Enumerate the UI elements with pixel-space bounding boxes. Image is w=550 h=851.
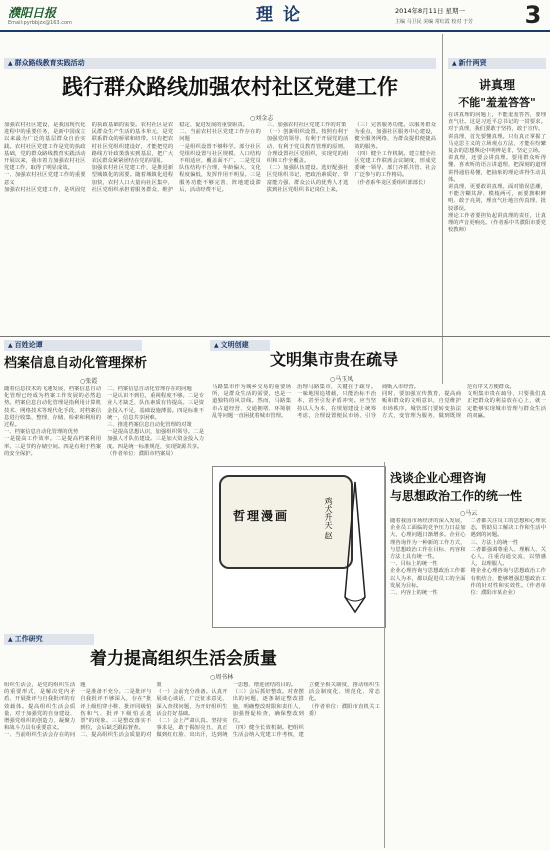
article3-body: 马路集市作为城乡交易的重要场所，是群众生活的需要，也是一道独特的风景线。然而，马路集市占道经营、交通拥堵、环境脏乱等问题一直困扰着城市管理。 治理马路集市，关键在于疏导。一味地围追堵截，只能治标不治本，甚至引发矛盾冲突。应当坚持以人为本，在规划建设上统筹考虑，合理设置便民市场，引导商贩入市经营。 同时，要加强宣传教育，提高商贩和群众的文明意识，自觉维护市场秩序。城管部门要转变执法方式，变管理为服务，做到既规范有序又方便群众。 文明集市贵在疏导，只要我们真正把群众的利益放在心上，就一定能够实现城市管理与群众生活的双赢。	[212, 384, 546, 419]
cartoon-frame	[212, 466, 386, 628]
article1-title: 践行群众路线加强农村社区党建工作	[62, 75, 398, 99]
article5-kicker: ▲ 工作研究	[4, 634, 94, 645]
cartoon-signature: 鸡犬升天 赵	[324, 497, 333, 540]
article1-body: 加强农村社区建设，是我国现代化进程中的重要任务，是新中国成立以来最为广泛的基层群众自治实践。农村社区党建工作是党的执政基础，党的群众路线教育实践活动开展以来，我市着力加强农村社区党建工作，取得了明显成效。 一、加强农村社区党建工作的重要意义 加强农村社区党建工作，是巩固党的执政基础的需要。农村社区是农民群众生产生活的基本单元，是党联系群众的桥梁和纽带。只有把农村社区党组织建设好，才能把党的路线方针政策落实到基层，把广大农民群众紧紧团结在党的周围。 加强农村社区党建工作，是推进新型城镇化的需要。随着城镇化进程加快，农村人口大量向社区集中，社区党组织承担着服务群众、维护稳定、促进发展的重要职责。 二、当前农村社区党建工作存在的问题 一是组织设置不够科学。部分社区党组织设置与社区规模、人口结构不相适应，覆盖面不广。二是党员队伍结构不合理，年龄偏大、文化程度偏低，发挥作用不明显。三是服务功能不够完善，阵地建设滞后，活动经费不足。 三、加强农村社区党建工作的对策 （一）创新组织设置。按照有利于加强党的领导、有利于开展党的活动、有利于党员教育管理的原则，合理设置社区党组织，实现党的组织和工作全覆盖。 （二）加强队伍建设。选好配强社区党组织书记，把政治素质好、带富能力强、群众公认的优秀人才选拔到社区党组织书记岗位上来。 （三）完善服务功能。以服务群众为重点，加强社区服务中心建设，健全服务网络，为群众提供便捷高效的服务。 （四）健全工作机制。建立健全社区党建工作联席会议制度，形成党委统一领导、部门齐抓共管、社会广泛参与的工作格局。 （作者系华龙区委组织部部长）	[4, 122, 436, 193]
article4-title-1: 浅谈企业心理咨询	[390, 471, 487, 485]
article2-byline: ○张霞	[80, 378, 98, 385]
sidebar-body: 在讲真理的问题上，不能羞羞答答，要理直气壮。这是习近平总书记的一贯要求。对于真理，我们要敢于坚持，敢于宣传。 讲真理，首先要懂真理。只有真正掌握了马克思主义的立场观点方法，才能在纷繁复杂的思想舆论中明辨是非，坚定立场。 讲真理，还要会讲真理。要用群众听得懂、喜欢听的语言讲道理，把深刻的道理讲得通俗易懂，把抽象的理论讲得生动具体。 讲真理，更要敢讲真理。面对错误思潮，不能含糊其辞、模棱两可，而要旗帜鲜明、敢于亮剑，理直气壮地宣传真理、批驳谬误。 理论工作者要担负起讲真理的责任，让真理的声音更响亮。（作者系中共濮阳市委党校教师）	[448, 112, 546, 234]
section-divider	[0, 336, 550, 337]
article3-title: 文明集市贵在疏导	[270, 350, 399, 369]
page-number: 3	[524, 1, 542, 29]
newspaper-logo: 濮阳日报	[8, 6, 57, 20]
article2-kicker: ▲ 百姓论谭	[4, 340, 142, 351]
email-address: Email:pyrbbjzx@163.com	[8, 20, 72, 26]
cartoon-title: 哲理漫画	[233, 509, 290, 523]
article2-title: 档案信息自动化管理探析	[4, 356, 148, 371]
article1-kicker: ▲ 群众路线教育实践活动	[4, 58, 436, 69]
sidebar-title-1: 讲真理	[478, 78, 515, 92]
article5-byline: ○周书林	[210, 674, 234, 681]
article4-body: 随着我国市场经济的深入发展，企业员工面临的竞争压力日益加大，心理问题日渐增多。企业心理咨询作为一种新的工作方式，与思想政治工作在目标、内容和方法上具有统一性。 一、目标上的统一性 企业心理咨询与思想政治工作都以人为本，都以促进员工的全面发展为目标。 二、内容上的统一性 二者都关注员工的思想和心理状态，帮助员工解决工作和生活中遇到的问题。 三、方法上的统一性 二者都强调尊重人、理解人、关心人，注重沟通交流，以情感人，以理服人。 将企业心理咨询与思想政治工作有机结合，能够增强思想政治工作的针对性和实效性。（作者单位：濮阳市某企业）	[390, 518, 546, 597]
column-divider	[442, 34, 443, 384]
column-divider-2	[384, 462, 385, 848]
article1-byline: ○刘金志	[250, 115, 274, 122]
issue-date: 2014年8月11日 星期一	[395, 7, 466, 15]
article5-title: 着力提高组织生活会质量	[90, 649, 277, 669]
sidebar-title-2: 不能"羞羞答答"	[458, 96, 536, 109]
masthead-rule	[0, 30, 550, 32]
article3-byline: ○马玉凤	[330, 376, 354, 383]
pen-drawing	[335, 477, 375, 617]
masthead	[0, 0, 550, 30]
article3-kicker: ▲ 文明创建	[210, 340, 270, 351]
sidebar-kicker: ▲ 新什两贤	[448, 58, 546, 69]
section-title: 理论	[256, 5, 310, 25]
article5-body: 组织生活会，是党的组织生活的重要形式，是解决党内矛盾、开展批评与自我批评的有效载体。提高组织生活会质量，对于加强党的自身建设、增强党组织的创造力、凝聚力和战斗力具有重要意义。 一、当前组织生活会存在的问题 一是准备不充分。二是批评与自我批评不够深入，存在"批评上级怕穿小鞋、批评同级怕伤和气、批评下级怕丢选票"的现象。三是整改落实不到位，会后缺乏跟踪督查。 二、提高组织生活会质量的对策 （一）会前充分准备。认真开展谈心谈话，广泛征求意见，深入查找问题，为开好组织生活会打好基础。 （二）会上严肃认真。坚持实事求是，敢于揭短亮丑，真正做到红红脸、出出汗，达到统一思想、增进团结的目的。 （三）会后抓好整改。对查摆出的问题，逐条制定整改措施，明确整改时限和责任人，加强督促检查，确保整改到位。 （四）健全长效机制。把组织生活会纳入党建工作考核，建立健全相关制度，推动组织生活会制度化、规范化、常态化。 （作者单位：濮阳市直机关工委）	[4, 682, 380, 739]
article4-byline: ○马云	[460, 510, 478, 517]
article4-title-2: 与思想政治工作的统一性	[390, 489, 523, 503]
editors-line: 主编 马卫民 美编 常红霞 校对 于芳	[395, 19, 473, 25]
article2-body: 随着信息技术的飞速发展，档案信息自动化管理已经成为档案工作发展的必然趋势。档案信息自动化管理是指利用计算机技术、网络技术等现代化手段，对档案信息进行收集、整理、存储、检索和利用的过程。 一、档案信息自动化管理的优势 一是提高工作效率。二是提高档案利用率。三是节约存储空间。四是有利于档案的安全保护。 二、档案信息自动化管理存在的问题 一是认识不到位，重视程度不够。二是专业人才缺乏，队伍素质有待提高。三是资金投入不足，基础设施薄弱。四是标准不统一，信息共享困难。 三、推进档案信息自动化管理的对策 一是提高思想认识，加强组织领导。二是加强人才队伍建设。三是加大资金投入力度。四是统一标准规范，实现资源共享。 （作者单位：濮阳市档案局）	[4, 386, 204, 457]
